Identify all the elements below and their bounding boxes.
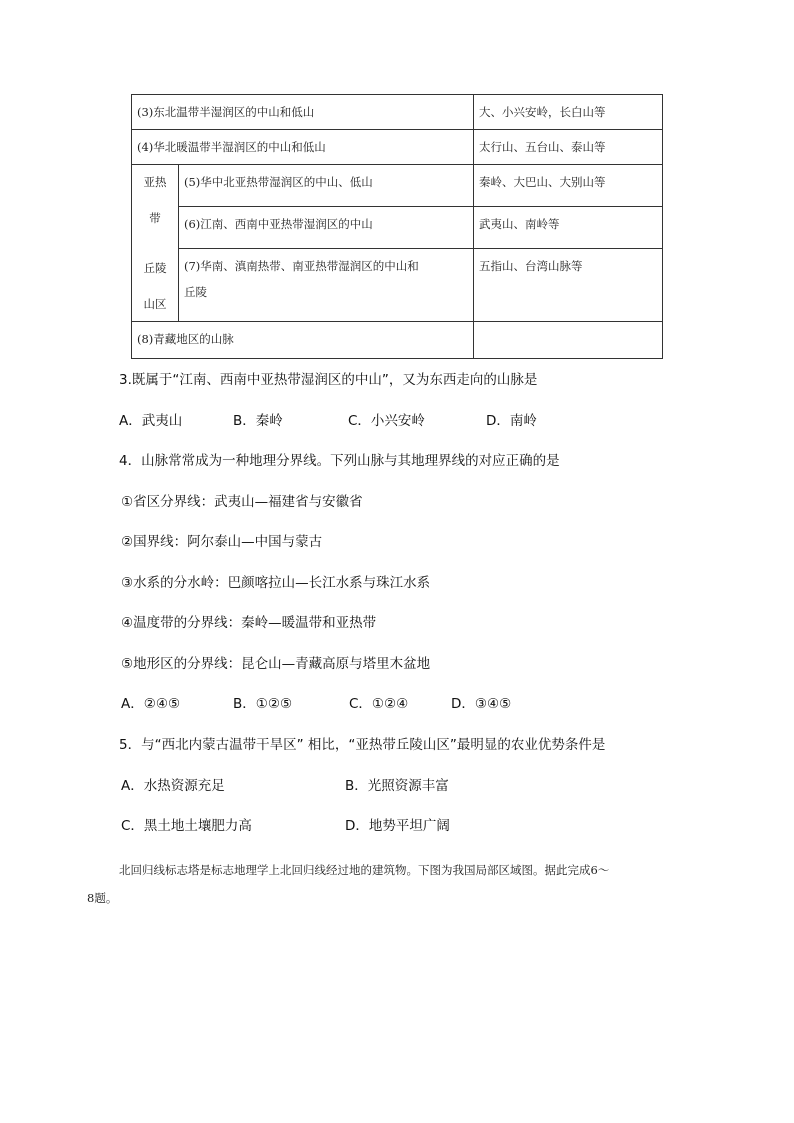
q4-item-4: ④温度带的分界线：秦岭—暖温带和亚热带 [121, 615, 377, 631]
q4-option-c[interactable]: C．①②④ [349, 696, 409, 712]
q3-option-b[interactable]: B．秦岭 [233, 413, 283, 429]
ranges-cell: 太行山、五台山、泰山等 [474, 130, 663, 165]
mountain-region-table [131, 94, 663, 359]
q3-option-a[interactable]: A．武夷山 [119, 413, 183, 429]
ranges-cell: 秦岭、大巴山、大别山等 [474, 165, 663, 207]
q5-option-d[interactable]: D．地势平坦广阔 [345, 818, 450, 834]
table-row [132, 206, 663, 248]
question-5-stem: 5．与“西北内蒙古温带干旱区” 相比，“亚热带丘陵山区”最明显的农业优势条件是 [119, 737, 606, 753]
table-row [132, 95, 663, 130]
label-spacer [137, 231, 173, 255]
label-line: 丘陵 [143, 261, 167, 275]
q4-item-5: ⑤地形区的分界线：昆仑山—青藏高原与塔里木盆地 [121, 656, 431, 672]
q5-option-a[interactable]: A．水热资源充足 [121, 778, 225, 794]
region-line: 丘陵 [184, 284, 207, 299]
q3-option-d[interactable]: D．南岭 [486, 413, 537, 429]
q5-option-c[interactable]: C．黑土地土壤肥力高 [121, 818, 252, 834]
table-row [132, 165, 663, 207]
q4-item-2: ②国界线：阿尔泰山—中国与蒙古 [121, 534, 323, 550]
region-cell: (3)东北温带半湿润区的中山和低山 [132, 95, 474, 130]
q4-option-d[interactable]: D．③④⑤ [451, 696, 512, 712]
q4-option-b[interactable]: B．①②⑤ [233, 696, 293, 712]
region-cell: (8)青藏地区的山脉 [132, 322, 474, 359]
q4-item-1: ①省区分界线：武夷山—福建省与安徽省 [121, 494, 363, 510]
ranges-cell: 武夷山、南岭等 [474, 206, 663, 248]
questions-6-8-intro [87, 856, 709, 912]
intro-line-2: 8题。 [87, 891, 118, 905]
subtropical-hilly-label [132, 165, 179, 322]
table-row [132, 130, 663, 165]
region-cell: (6)江南、西南中亚热带湿润区的中山 [179, 206, 474, 248]
q4-option-a[interactable]: A．②④⑤ [121, 696, 181, 712]
region-cell: (4)华北暖温带半湿润区的中山和低山 [132, 130, 474, 165]
q4-item-3: ③水系的分水岭：巴颜喀拉山—长江水系与珠江水系 [121, 575, 431, 591]
label-line: 带 [149, 211, 161, 225]
intro-line-1: 北回归线标志塔是标志地理学上北回归线经过地的建筑物。下图为我国局部区域图。据此完成6～ [119, 863, 610, 877]
q3-option-c[interactable]: C．小兴安岭 [348, 413, 425, 429]
question-4-stem: 4．山脉常常成为一种地理分界线。下列山脉与其地理界线的对应正确的是 [119, 453, 560, 469]
table-row [132, 322, 663, 359]
ranges-cell: 大、小兴安岭，长白山等 [474, 95, 663, 130]
label-line: 山区 [143, 297, 167, 311]
region-cell [179, 248, 474, 321]
region-cell: (5)华中北亚热带湿润区的中山、低山 [179, 165, 474, 207]
ranges-cell [474, 322, 663, 359]
region-line: (7)华南、滇南热带、南亚热带湿润区的中山和 [184, 258, 419, 273]
q5-option-b[interactable]: B．光照资源丰富 [345, 778, 449, 794]
question-3-stem: 3.既属于“江南、西南中亚热带湿润区的中山”，又为东西走向的山脉是 [119, 372, 538, 388]
ranges-cell: 五指山、台湾山脉等 [474, 248, 663, 321]
table-row [132, 248, 663, 321]
label-line: 亚热 [143, 175, 167, 189]
